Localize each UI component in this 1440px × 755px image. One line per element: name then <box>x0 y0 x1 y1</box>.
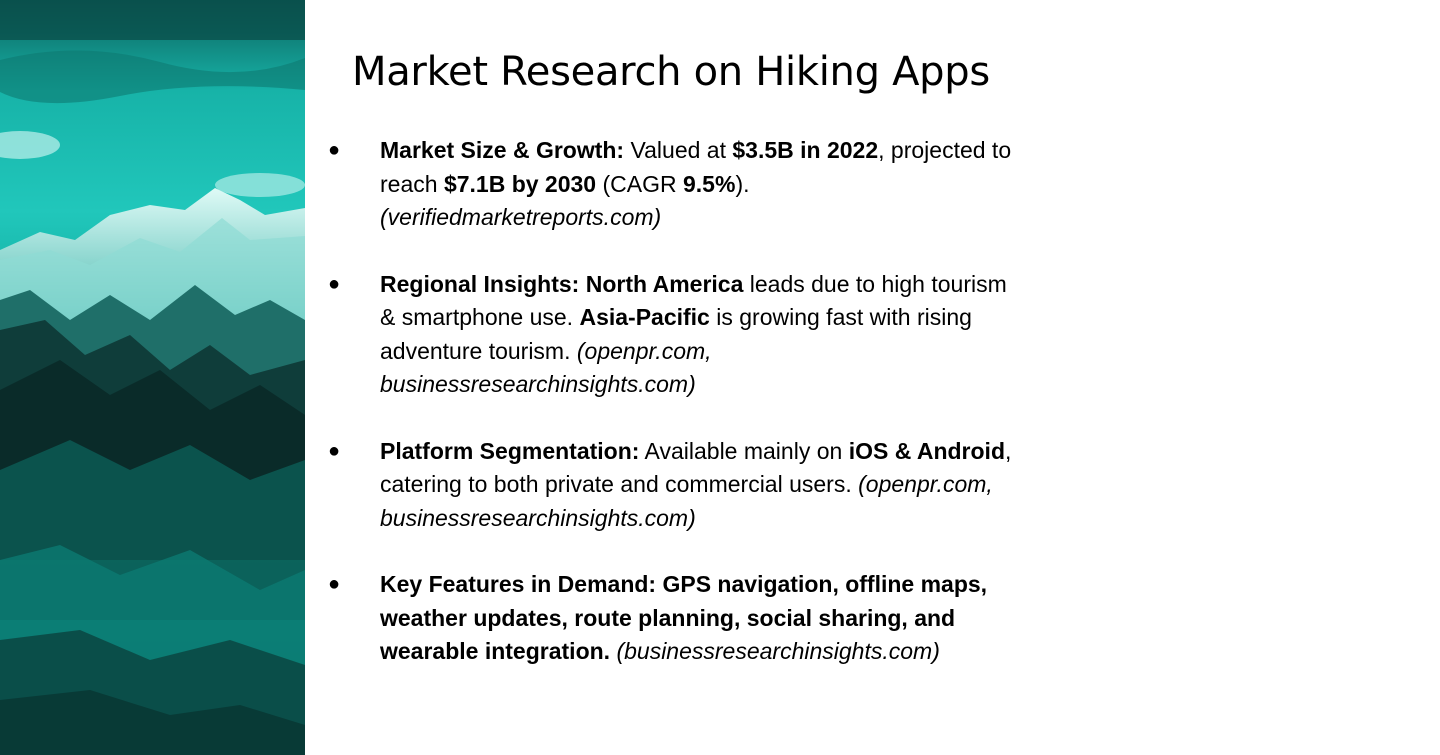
bullet-dot-icon: ● <box>328 573 341 595</box>
bullet-dot-icon: ● <box>328 272 341 295</box>
bullet-heading: Platform Segmentation: <box>380 437 640 464</box>
bullet-text: Valued at <box>624 137 733 163</box>
bullet-highlight: 9.5% <box>683 170 736 197</box>
mountain-landscape-image <box>0 0 305 755</box>
bullet-highlight: iOS & Android <box>848 437 1005 464</box>
bullet-source: (openpr.com, businessresearchinsights.com) <box>380 337 712 397</box>
bullet-dot-icon: ● <box>328 439 341 462</box>
bullet-text: , projected to reach <box>380 137 1012 197</box>
bullet-heading: Key Features in Demand: GPS navigation, offline maps, weather updates, route planning, social sharing, and wearable integration. <box>380 571 988 664</box>
bullet-source: (businessresearchinsights.com) <box>616 638 940 664</box>
slide-title: Market Research on Hiking Apps <box>352 49 990 95</box>
bullet-text: (CAGR <box>596 170 683 197</box>
bullet-text: ). <box>735 170 750 197</box>
bullet-highlight: $7.1B by 2030 <box>443 170 597 197</box>
bullet-key-features <box>328 568 1028 669</box>
bullet-highlight: Asia-Pacific <box>579 304 710 330</box>
bullet-source: (verifiedmarketreports.com) <box>380 204 662 230</box>
bullet-highlight: $3.5B in 2022 <box>732 137 879 163</box>
bullet-market-size <box>328 134 1028 235</box>
bullet-text: leads due to high tourism & smartphone use. <box>380 270 1007 330</box>
bullet-highlight: North America <box>585 270 744 297</box>
bullet-text: is growing fast with rising adventure tourism. <box>380 304 972 364</box>
bullet-text: , catering to both private and commercial users. <box>380 437 1012 497</box>
bullet-list <box>328 134 1028 702</box>
bullet-dot-icon: ● <box>328 139 341 161</box>
bullet-text: Available mainly on <box>639 437 849 464</box>
bullet-source: (openpr.com, businessresearchinsights.com) <box>380 471 993 531</box>
bullet-regional-insights <box>328 268 1028 402</box>
mountain-landscape-icon <box>0 0 305 755</box>
bullet-heading: Market Size & Growth: <box>380 137 625 163</box>
bullet-platform-segmentation <box>328 435 1028 536</box>
bullet-heading: Regional Insights: <box>380 270 580 297</box>
